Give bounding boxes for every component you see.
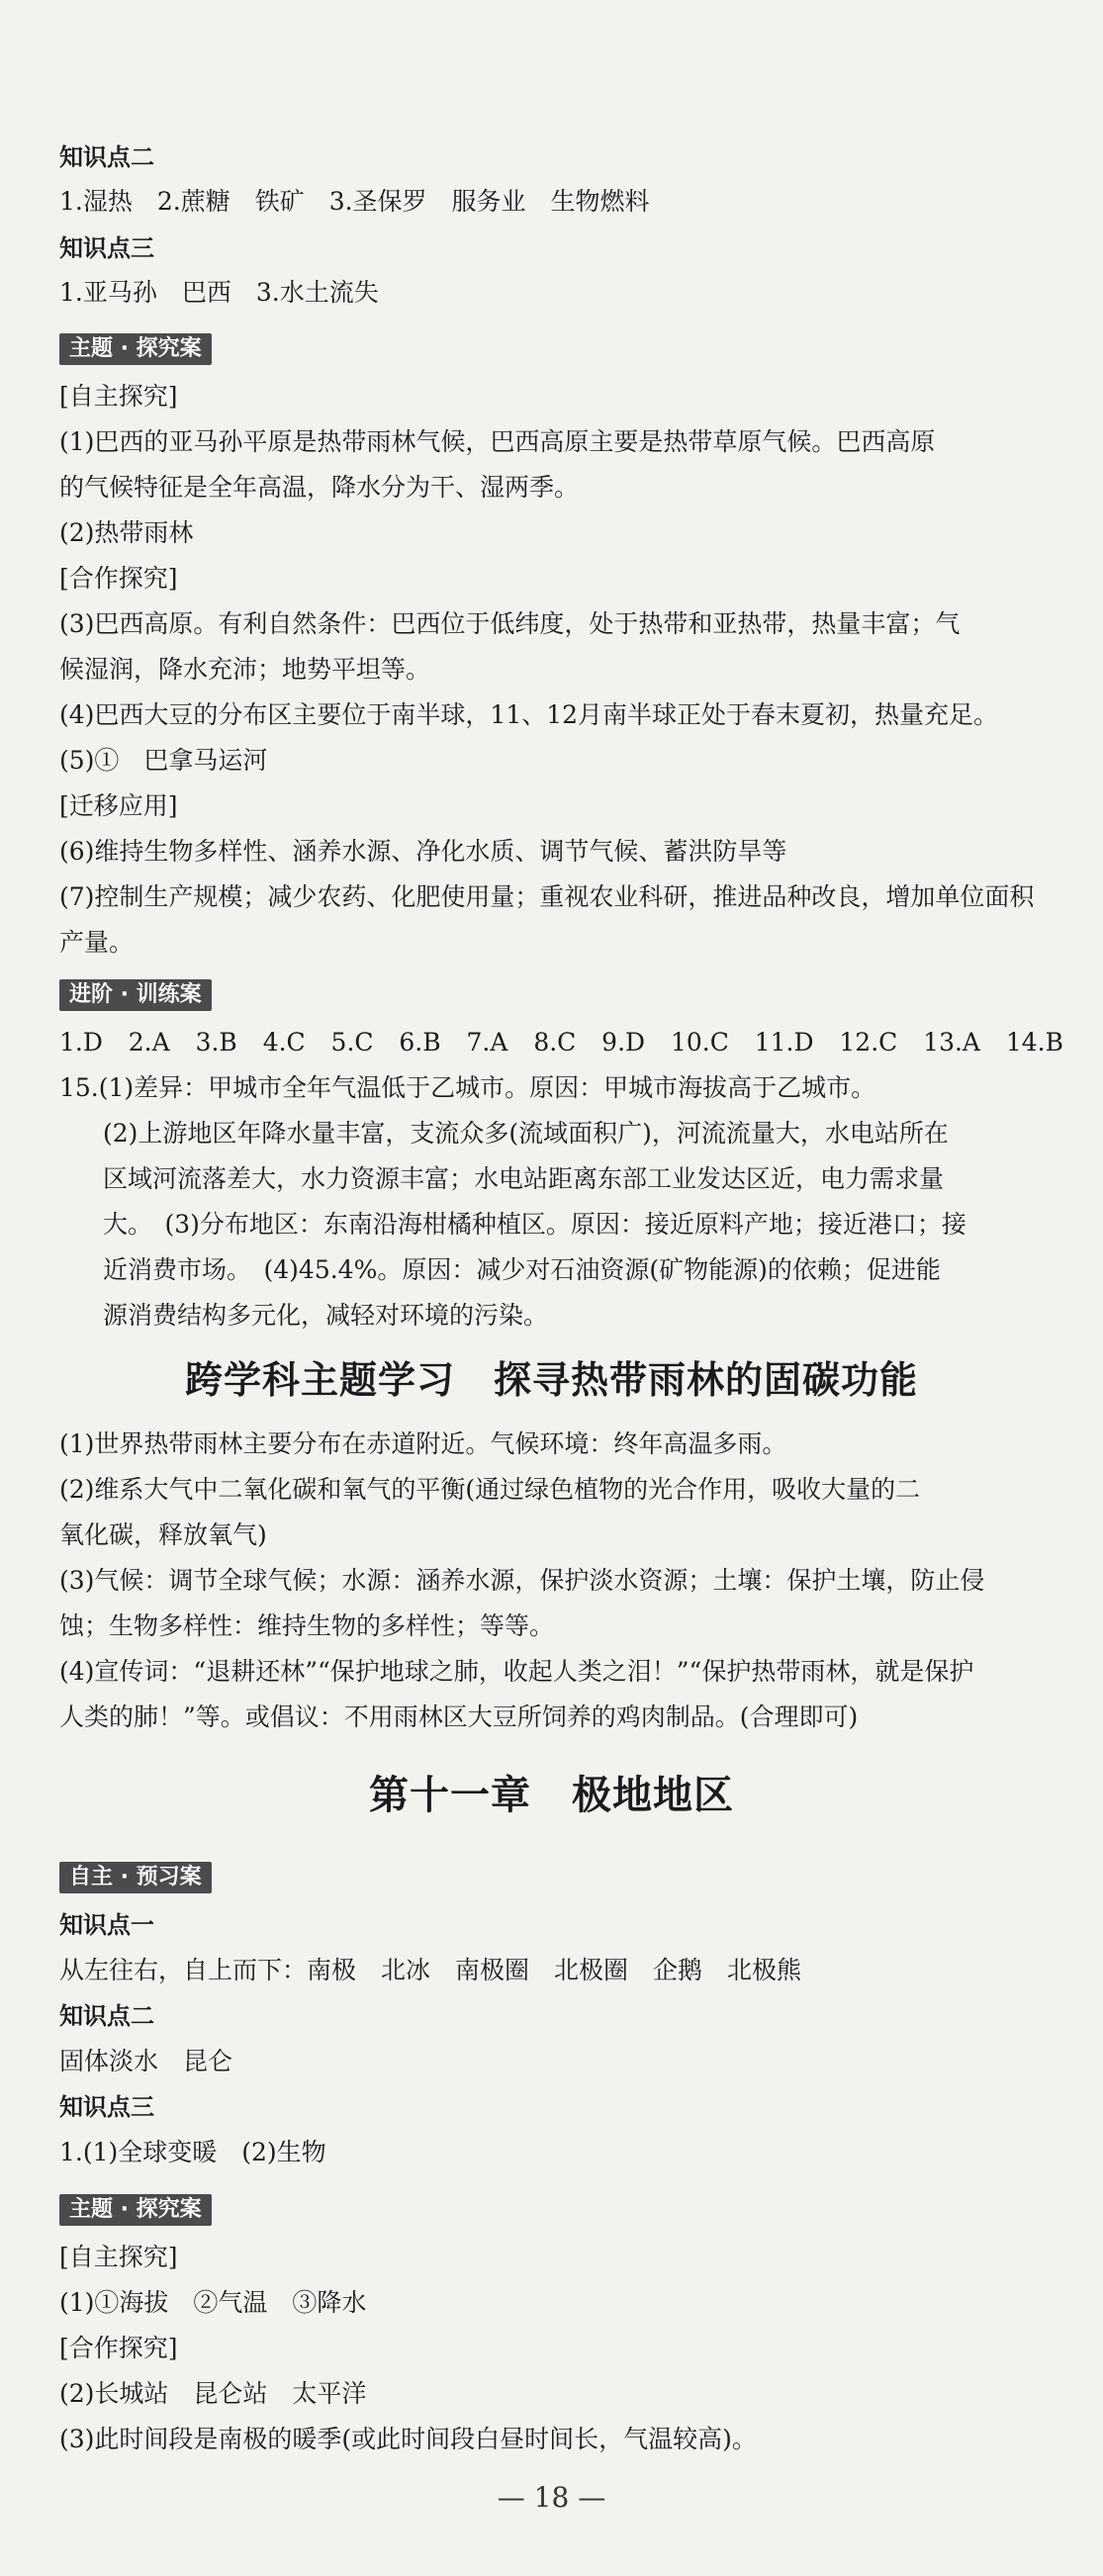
section-heading: 知识点三 [59, 234, 154, 262]
answer-line: (1)①海拔 ②气温 ③降水 [59, 2288, 367, 2317]
answer-line: (2)维系大气中二氧化碳和氧气的平衡(通过绿色植物的光合作用，吸收大量的二 [59, 1475, 921, 1504]
answer-line: (7)控制生产规模；减少农药、化肥使用量；重视农业科研，推进品种改良，增加单位面积 [59, 882, 1035, 911]
answer-line: 源消费结构多元化，减轻对环境的污染。 [103, 1301, 549, 1330]
answer-line: 人类的肺！”等。或倡议：不用雨林区大豆所饲养的鸡肉制品。(合理即可) [59, 1702, 859, 1731]
answer-line: 1.亚马孙 巴西 3.水土流失 [59, 278, 379, 307]
subsection-label: [合作探究] [59, 2334, 178, 2362]
mcq-answer: 11.D [754, 1028, 814, 1057]
mcq-answer: 5.C [330, 1028, 374, 1057]
mcq-answer: 2.A [128, 1028, 170, 1057]
section-heading: 知识点二 [59, 143, 154, 171]
answer-line: (2)长城站 昆仑站 太平洋 [59, 2379, 367, 2408]
answer-line: (6)维持生物多样性、涵养水源、净化水质、调节气候、蓄洪防旱等 [59, 837, 787, 866]
answer-line: 近消费市场。 (4)45.4%。原因：减少对石油资源(矿物能源)的依赖；促进能 [103, 1255, 941, 1284]
answer-line: (3)此时间段是南极的暖季(或此时间段白昼时间长，气温较高)。 [59, 2425, 757, 2453]
mcq-answer: 6.B [399, 1028, 441, 1057]
answer-line: 候湿润，降水充沛；地势平坦等。 [59, 655, 431, 684]
chapter-title: 第十一章 极地地区 [369, 1773, 734, 1818]
section-tag: 主题 · 探究案 [59, 333, 212, 365]
answer-line: 氧化碳，释放氧气) [59, 1520, 267, 1549]
section-tag: 进阶 · 训练案 [59, 979, 212, 1011]
answer-line: 固体淡水 昆仑 [59, 2047, 233, 2075]
mcq-answer: 1.D [59, 1028, 103, 1057]
mcq-answer: 7.A [466, 1028, 508, 1057]
section-heading: 知识点二 [59, 2002, 154, 2030]
subsection-label: [自主探究] [59, 2243, 178, 2271]
section-heading: 知识点一 [59, 1911, 154, 1939]
section-tag: 主题 · 探究案 [59, 2194, 212, 2226]
subsection-label: [迁移应用] [59, 791, 178, 820]
answer-line: (4)宣传词：“退耕还林”“保护地球之肺，收起人类之泪！”“保护热带雨林，就是保护 [59, 1657, 974, 1686]
mcq-answer: 3.B [195, 1028, 237, 1057]
answer-line: (3)气候：调节全球气候；水源：涵养水源，保护淡水资源；土壤：保护土壤，防止侵 [59, 1566, 985, 1595]
answer-line: 区域河流落差大，水力资源丰富；水电站距离东部工业发达区近，电力需求量 [103, 1164, 945, 1193]
subsection-label: [自主探究] [59, 382, 178, 411]
page-number: — 18 — [497, 2481, 606, 2514]
answer-line: (3)巴西高原。有利自然条件：巴西位于低纬度，处于热带和亚热带，热量丰富；气 [59, 609, 961, 638]
answer-line: (4)巴西大豆的分布区主要位于南半球，11、12月南半球正处于春末夏初，热量充足。 [59, 700, 999, 729]
mcq-answer: 4.C [262, 1028, 306, 1057]
section-tag: 自主 · 预习案 [59, 1862, 212, 1893]
section-heading: 知识点三 [59, 2093, 154, 2121]
mcq-answer: 13.A [923, 1028, 980, 1057]
answer-line: 从左往右，自上而下：南极 北冰 南极圈 北极圈 企鹅 北极熊 [59, 1956, 802, 1984]
mcq-answer: 9.D [601, 1028, 646, 1057]
mcq-answer: 14.B [1005, 1028, 1063, 1057]
answer-line: 1.(1)全球变暖 (2)生物 [59, 2138, 326, 2166]
answer-line: 1.湿热 2.蔗糖 铁矿 3.圣保罗 服务业 生物燃料 [59, 187, 650, 216]
answer-line: (2)上游地区年降水量丰富，支流众多(流域面积广)，河流流量大，水电站所在 [103, 1119, 949, 1148]
mcq-answer: 10.C [670, 1028, 729, 1057]
subsection-label: [合作探究] [59, 564, 178, 593]
answer-line: 15.(1)差异：甲城市全年气温低于乙城市。原因：甲城市海拔高于乙城市。 [59, 1073, 876, 1102]
answer-line: (5)① 巴拿马运河 [59, 746, 268, 775]
answer-line: (2)热带雨林 [59, 518, 194, 547]
mcq-answer: 12.C [839, 1028, 898, 1057]
answer-line: 大。 (3)分布地区：东南沿海柑橘种植区。原因：接近原料产地；接近港口；接 [103, 1210, 966, 1239]
answer-line: (1)巴西的亚马孙平原是热带雨林气候，巴西高原主要是热带草原气候。巴西高原 [59, 427, 936, 456]
mcq-answer: 8.C [533, 1028, 577, 1057]
mcq-answers [59, 1026, 1063, 1059]
answer-line: 蚀；生物多样性：维持生物的多样性；等等。 [59, 1611, 555, 1640]
cross-subject-title: 跨学科主题学习 探寻热带雨林的固碳功能 [184, 1358, 918, 1402]
answer-line: (1)世界热带雨林主要分布在赤道附近。气候环境：终年高温多雨。 [59, 1429, 787, 1458]
answer-line: 的气候特征是全年高温，降水分为干、湿两季。 [59, 473, 580, 502]
answer-line: 产量。 [59, 928, 135, 957]
